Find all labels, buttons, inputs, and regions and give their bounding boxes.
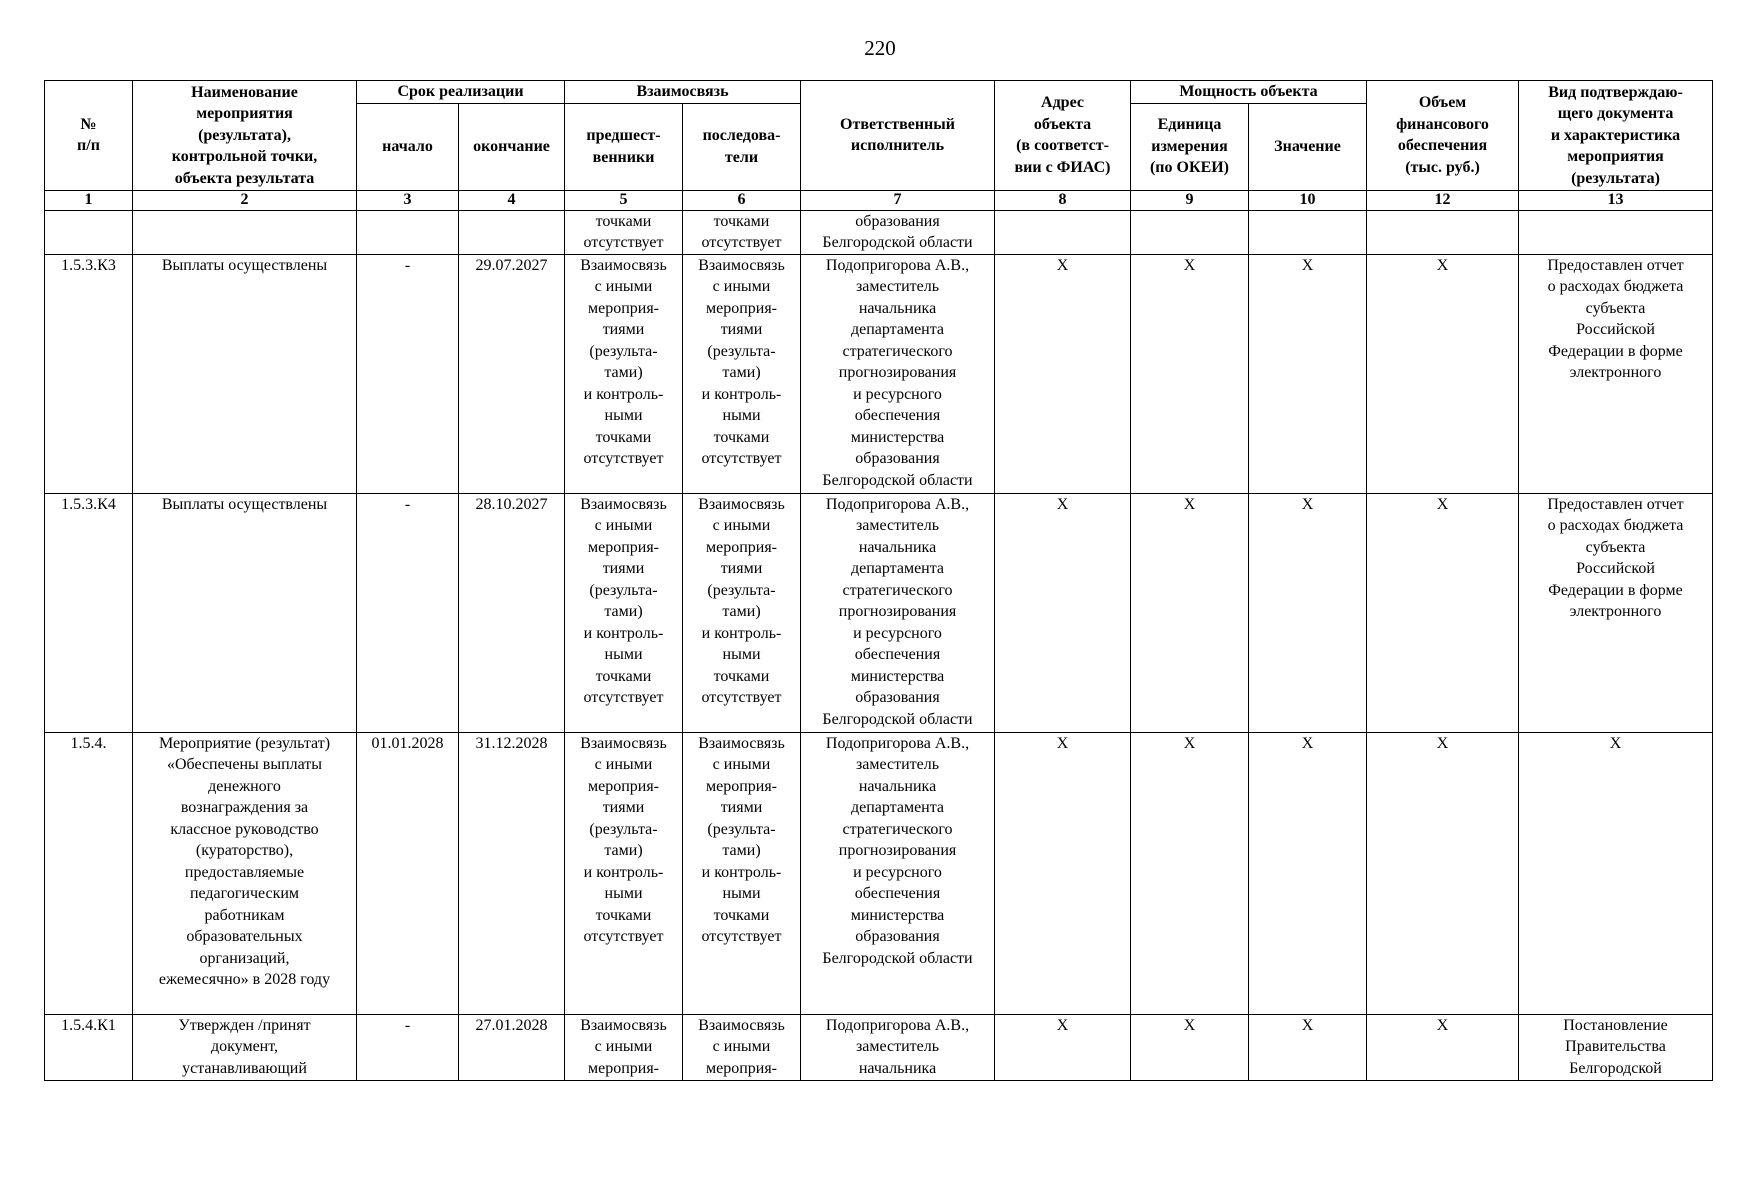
cell-successors: Взаимосвязь с иными мероприя- xyxy=(683,1014,801,1080)
cell-start: - xyxy=(357,1014,459,1080)
cell-value: Х xyxy=(1249,1014,1367,1080)
cell-name: Мероприятие (результат) «Обеспечены выплаты денежного вознаграждения за классное руководство (кураторство), предоставляемые педагогическим работникам образовательных организаций, ежемесячно» в 2028 году xyxy=(133,732,357,1014)
cell-end: 27.01.2028 xyxy=(459,1014,565,1080)
column-number-row xyxy=(45,190,1713,210)
header-power-value: Значение xyxy=(1249,103,1367,190)
cell-unit xyxy=(1131,210,1249,254)
col-number: 2 xyxy=(133,190,357,210)
col-number: 3 xyxy=(357,190,459,210)
cell-end: 31.12.2028 xyxy=(459,732,565,1014)
col-number: 12 xyxy=(1367,190,1519,210)
cell-document: Предоставлен отчет о расходах бюджета субъекта Российской Федерации в форме электронного xyxy=(1519,254,1713,493)
cell-id: 1.5.3.К4 xyxy=(45,493,133,732)
table-row xyxy=(45,210,1713,254)
header-link: Взаимосвязь xyxy=(565,81,801,104)
col-number: 1 xyxy=(45,190,133,210)
cell-successors: Взаимосвязь с иными мероприя- тиями (результа- тами) и контроль- ными точками отсутствует xyxy=(683,732,801,1014)
cell-value xyxy=(1249,210,1367,254)
col-number: 5 xyxy=(565,190,683,210)
cell-finance: Х xyxy=(1367,1014,1519,1080)
header-finance: Объем финансового обеспечения (тыс. руб.) xyxy=(1367,81,1519,191)
header-link-predecessors: предшест- венники xyxy=(565,103,683,190)
table-row xyxy=(45,493,1713,732)
col-number: 6 xyxy=(683,190,801,210)
col-number: 8 xyxy=(995,190,1131,210)
cell-start: - xyxy=(357,254,459,493)
cell-document: Х xyxy=(1519,732,1713,1014)
table-row xyxy=(45,1014,1713,1080)
cell-start: - xyxy=(357,493,459,732)
cell-name xyxy=(133,210,357,254)
cell-unit: Х xyxy=(1131,254,1249,493)
cell-successors: точками отсутствует xyxy=(683,210,801,254)
cell-id: 1.5.4.К1 xyxy=(45,1014,133,1080)
cell-end: 28.10.2027 xyxy=(459,493,565,732)
cell-unit: Х xyxy=(1131,732,1249,1014)
cell-finance: Х xyxy=(1367,732,1519,1014)
cell-responsible: Подопригорова А.В., заместитель начальника департамента стратегического прогнозирования и ресурсного обеспечения министерства образования Белгородской области xyxy=(801,493,995,732)
cell-successors: Взаимосвязь с иными мероприя- тиями (результа- тами) и контроль- ными точками отсутствует xyxy=(683,254,801,493)
plan-table-wrapper xyxy=(44,80,1713,1081)
header-responsible: Ответственный исполнитель xyxy=(801,81,995,191)
header-power: Мощность объекта xyxy=(1131,81,1367,104)
table-header xyxy=(45,81,1713,211)
cell-predecessors: Взаимосвязь с иными мероприя- тиями (результа- тами) и контроль- ными точками отсутствует xyxy=(565,254,683,493)
cell-unit: Х xyxy=(1131,1014,1249,1080)
cell-predecessors: Взаимосвязь с иными мероприя- тиями (результа- тами) и контроль- ными точками отсутствует xyxy=(565,493,683,732)
header-term: Срок реализации xyxy=(357,81,565,104)
cell-address: Х xyxy=(995,732,1131,1014)
col-number: 13 xyxy=(1519,190,1713,210)
cell-finance: Х xyxy=(1367,254,1519,493)
header-num: № п/п xyxy=(45,81,133,191)
cell-document: Предоставлен отчет о расходах бюджета субъекта Российской Федерации в форме электронного xyxy=(1519,493,1713,732)
cell-finance: Х xyxy=(1367,493,1519,732)
cell-start xyxy=(357,210,459,254)
cell-predecessors: Взаимосвязь с иными мероприя- xyxy=(565,1014,683,1080)
cell-finance xyxy=(1367,210,1519,254)
cell-value: Х xyxy=(1249,254,1367,493)
header-term-end: окончание xyxy=(459,103,565,190)
col-number: 4 xyxy=(459,190,565,210)
cell-predecessors: Взаимосвязь с иными мероприя- тиями (результа- тами) и контроль- ными точками отсутствует xyxy=(565,732,683,1014)
cell-start: 01.01.2028 xyxy=(357,732,459,1014)
header-document: Вид подтверждаю- щего документа и характеристика мероприятия (результата) xyxy=(1519,81,1713,191)
header-link-successors: последова- тели xyxy=(683,103,801,190)
cell-responsible: Подопригорова А.В., заместитель начальника департамента стратегического прогнозирования и ресурсного обеспечения министерства образования Белгородской области xyxy=(801,732,995,1014)
cell-end xyxy=(459,210,565,254)
cell-value: Х xyxy=(1249,493,1367,732)
header-power-unit: Единица измерения (по ОКЕИ) xyxy=(1131,103,1249,190)
cell-id: 1.5.3.К3 xyxy=(45,254,133,493)
cell-address: Х xyxy=(995,493,1131,732)
table-row xyxy=(45,732,1713,1014)
header-term-start: начало xyxy=(357,103,459,190)
table-row xyxy=(45,254,1713,493)
cell-address xyxy=(995,210,1131,254)
cell-id xyxy=(45,210,133,254)
col-number: 10 xyxy=(1249,190,1367,210)
cell-document xyxy=(1519,210,1713,254)
cell-name: Выплаты осуществлены xyxy=(133,493,357,732)
cell-name: Выплаты осуществлены xyxy=(133,254,357,493)
cell-responsible: образования Белгородской области xyxy=(801,210,995,254)
table-body xyxy=(45,210,1713,1080)
plan-table xyxy=(44,80,1713,1081)
header-name: Наименование мероприятия (результата), контрольной точки, объекта результата xyxy=(133,81,357,191)
cell-document: Постановление Правительства Белгородской xyxy=(1519,1014,1713,1080)
cell-value: Х xyxy=(1249,732,1367,1014)
cell-address: Х xyxy=(995,1014,1131,1080)
col-number: 9 xyxy=(1131,190,1249,210)
page-number: 220 xyxy=(864,36,896,60)
cell-successors: Взаимосвязь с иными мероприя- тиями (результа- тами) и контроль- ными точками отсутствует xyxy=(683,493,801,732)
cell-end: 29.07.2027 xyxy=(459,254,565,493)
cell-responsible: Подопригорова А.В., заместитель начальника департамента стратегического прогнозирования и ресурсного обеспечения министерства образования Белгородской области xyxy=(801,254,995,493)
header-address: Адрес объекта (в соответст- вии с ФИАС) xyxy=(995,81,1131,191)
cell-id: 1.5.4. xyxy=(45,732,133,1014)
col-number: 7 xyxy=(801,190,995,210)
cell-predecessors: точками отсутствует xyxy=(565,210,683,254)
cell-responsible: Подопригорова А.В., заместитель начальника xyxy=(801,1014,995,1080)
cell-name: Утвержден /принят документ, устанавливающий xyxy=(133,1014,357,1080)
cell-address: Х xyxy=(995,254,1131,493)
cell-unit: Х xyxy=(1131,493,1249,732)
